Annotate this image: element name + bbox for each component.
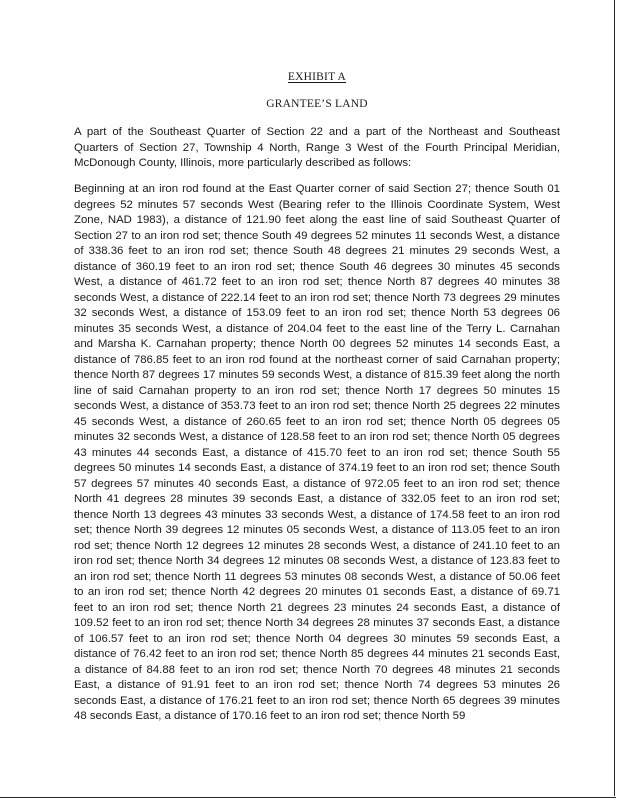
exhibit-title-text: EXHIBIT A [287, 71, 347, 83]
legal-description-paragraph: Beginning at an iron rod found at the East Quarter corner of said Section 27; thence South 01 degrees 52 minutes 57 seconds West (Bearing refer to the Illinois Coordinate System, West Zone, NAD 1983), a distance of 121.90 feet along the east line of said Southeast Quarter of Section 27 to an iron rod set; thence South 49 degrees 52 minutes 11 seconds West, a distance of 338.36 feet to an iron rod set; thence South 48 degrees 21 minutes 29 seconds West, a distance of 360.19 feet to an iron rod set; thence South 46 degrees 30 minutes 45 seconds West, a distance of 461.72 feet to an iron rod set; thence North 87 degrees 40 minutes 38 seconds West, a distance of 222.14 feet to an iron rod set; thence North 73 degrees 29 minutes 32 seconds West, a distance of 153.09 feet to an iron rod set; thence North 53 degrees 06 minutes 35 seconds West, a distance of 204.04 feet to the east line of the Terry L. Carnahan and Marsha K. Carnahan property; thence North 00 degrees 52 minutes 14 seconds East, a distance of 786.85 feet to an iron rod found at the northeast corner of said Carnahan property; thence North 87 degrees 17 minutes 59 seconds West, a distance of 815.39 feet along the north line of said Carnahan property to an iron rod set; thence North 17 degrees 50 minutes 15 seconds West, a distance of 353.73 feet to an iron rod set; thence North 25 degrees 22 minutes 45 seconds West, a distance of 260.65 feet to an iron rod set; thence North 05 degrees 05 minutes 32 seconds West, a distance of 128.58 feet to an iron rod set; thence North 05 degrees 43 minutes 44 seconds East, a distance of 415.70 feet to an iron rod set; thence South 55 degrees 50 minutes 14 seconds East, a distance of 374.19 feet to an iron rod set; thence South 57 degrees 57 minutes 40 seconds East, a distance of 972.05 feet to an iron rod set; thence North 41 degrees 28 minutes 39 seconds East, a distance of 332.05 feet to an iron rod set; thence North 13 degrees 43 minutes 33 seconds West, a distance of 174.58 feet to an iron rod set; thence North 39 degrees 12 minutes 05 seconds West, a distance of 113.05 feet to an iron rod set; thence North 12 degrees 12 minutes 28 seconds West, a distance of 241.10 feet to an iron rod set; thence North 34 degrees 12 minutes 08 seconds West, a distance of 123.83 feet to an iron rod set; thence North 11 degrees 53 minutes 08 seconds West, a distance of 50.06 feet to an iron rod set; thence North 42 degrees 20 minutes 01 seconds East, a distance of 69.71 feet to an iron rod set; thence North 21 degrees 23 minutes 24 seconds East, a distance of 109.52 feet to an iron rod set; thence North 34 degrees 28 minutes 37 seconds East, a distance of 106.57 feet to an iron rod set; thence North 04 degrees 30 minutes 59 seconds East, a distance of 76.42 feet to an iron rod set; thence North 85 degrees 44 minutes 21 seconds East, a distance of 84.88 feet to an iron rod set; thence North 70 degrees 48 minutes 21 seconds East, a distance of 91.91 feet to an iron rod set; thence North 74 degrees 53 minutes 26 seconds East, a distance of 176.21 feet to an iron rod set; thence North 65 degrees 39 minutes 48 seconds East, a distance of 170.16 feet to an iron rod set; thence North 59 [74, 183, 560, 722]
document-subtitle: GRANTEE’S LAND [266, 98, 368, 110]
exhibit-title [74, 71, 560, 83]
intro-paragraph: A part of the Southeast Quarter of Section 22 and a part of the Northeast and Southeast Quarters of Section 27, Township 4 North, Range 3 West of the Fourth Principal Meridian, McDonough County, Illinois, more particularly described as follows: [74, 126, 560, 169]
scan-edge-bottom [0, 797, 616, 798]
scan-edge-right [614, 0, 615, 796]
